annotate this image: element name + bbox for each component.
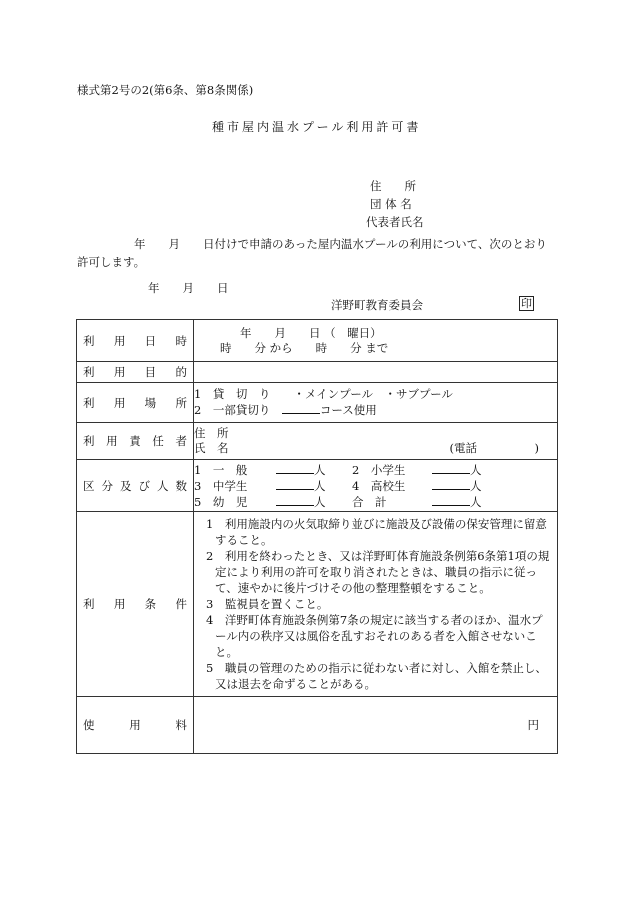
label-category: 区 分 及 び 人 数 <box>83 478 187 493</box>
issue-date: 年 月 日 <box>148 281 229 295</box>
purpose-value[interactable] <box>194 362 558 383</box>
permit-text-line2: 許可します。 <box>77 255 146 269</box>
category-row-2: 3 中学生 人 4 高校生 人 <box>194 478 482 493</box>
row-category <box>77 460 558 512</box>
label-manager: 利 用 責 任 者 <box>83 434 187 448</box>
row-purpose <box>77 362 558 383</box>
manager-name: 氏 名 <box>194 441 229 455</box>
label-datetime: 利 用 日 時 <box>83 333 187 348</box>
label-purpose: 利 用 目 的 <box>83 365 187 379</box>
condition-4: 4 洋野町体育施設条例第7条の規定に該当する者のほか、温水プール内の秩序又は風俗を乱すおそれのある者を入館させないこと。 <box>206 613 543 659</box>
course-blank[interactable] <box>282 402 320 414</box>
place-option-1: 1 貸 切 り ・メインプール ・サブプール <box>194 387 453 401</box>
label-conditions: 利 用 条 件 <box>83 597 187 611</box>
datetime-date: 年 月 日 （ 曜日） <box>240 325 382 340</box>
document-title: 種市屋内温水プール利用許可書 <box>212 120 422 134</box>
manager-address: 住 所 <box>194 426 229 440</box>
label-fee: 使 用 料 <box>83 718 187 732</box>
label-place: 利 用 場 所 <box>83 395 187 410</box>
form-number: 様式第2号の2(第6条、第8条関係) <box>77 83 254 97</box>
permit-table <box>76 319 558 754</box>
condition-5: 5 職員の管理のための指示に従わない者に対し、入館を禁止し、又は退去を命ずることがある。 <box>206 661 547 691</box>
condition-2: 2 利用を終わったとき、又は洋野町体育施設条例第6条第1項の規定により利用の許可を取り消されたときは、職員の指示に従って、速やかに後片づけその他の整理整頓をすること。 <box>206 549 550 595</box>
applicant-address-label: 住 所 <box>370 179 416 193</box>
fee-unit: 円 <box>527 717 539 732</box>
row-fee <box>77 697 558 754</box>
row-conditions <box>77 512 558 697</box>
row-manager <box>77 423 558 460</box>
condition-3: 3 監視員を置くこと。 <box>206 597 329 611</box>
category-row-1: 1 一 般 人 2 小学生 人 <box>194 462 482 477</box>
manager-phone: (電話 ) <box>449 441 539 455</box>
applicant-rep-label: 代表者氏名 <box>366 215 424 229</box>
datetime-time: 時 分 から 時 分 まで <box>220 340 389 355</box>
issuer-name: 洋野町教育委員会 <box>331 298 423 312</box>
seal-mark: 印 <box>521 297 532 310</box>
category-row-3: 5 幼 児 人 合 計 人 <box>194 494 482 509</box>
row-place <box>77 383 558 423</box>
applicant-group-label: 団 体 名 <box>370 197 412 211</box>
condition-1: 1 利用施設内の火気取締り並びに施設及び設備の保安管理に留意すること。 <box>206 517 547 547</box>
place-option-2: 2 一部貸切り コース使用 <box>194 403 377 417</box>
row-datetime <box>77 320 558 362</box>
permit-text-line1: 年 月 日付けで申請のあった屋内温水プールの利用について、次のとおり <box>134 237 547 251</box>
